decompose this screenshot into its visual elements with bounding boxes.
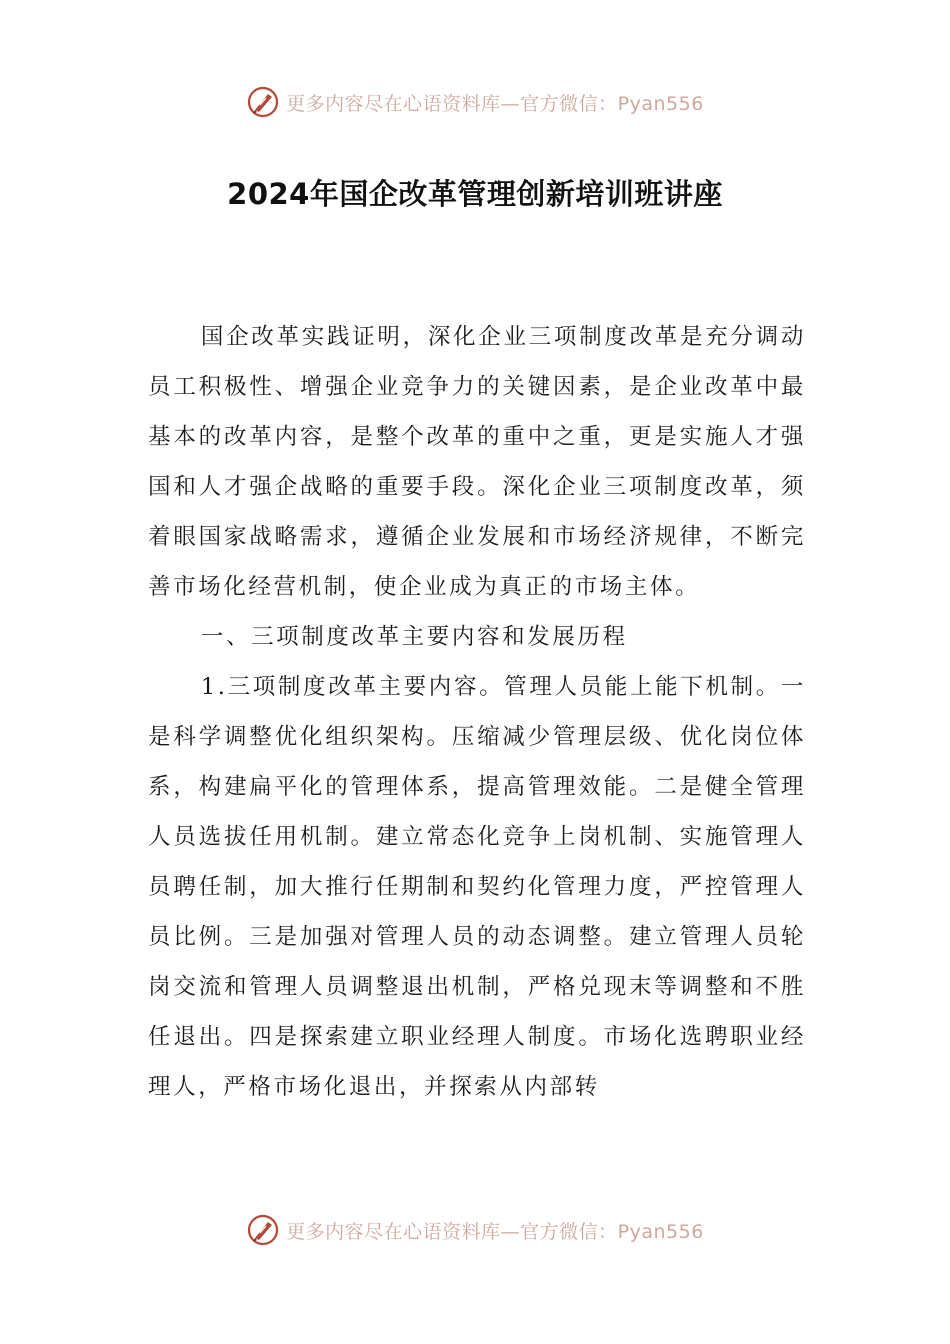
footer-banner — [0, 1210, 950, 1250]
paragraph-main-content: 1.三项制度改革主要内容。管理人员能上能下机制。一是科学调整优化组织架构。压缩减少管理层级、优化岗位体系，构建扁平化的管理体系，提高管理效能。二是健全管理人员选拔任用机制。建立常态化竞争上岗机制、实施管理人员聘任制，加大推行任期制和契约化管理力度，严控管理人员比例。三是加强对管理人员的动态调整。建立管理人员轮岗交流和管理人员调整退出机制，严格兑现末等调整和不胜任退出。四是探索建立职业经理人制度。市场化选聘职业经理人，严格市场化退出，并探索从内部转 — [148, 674, 806, 1100]
section-heading: 一、三项制度改革主要内容和发展历程 — [200, 624, 628, 650]
wechat-id: Pyan556 — [617, 92, 704, 115]
quill-pen-logo-icon — [246, 1213, 280, 1247]
quill-pen-logo-icon — [246, 85, 280, 119]
banner-text: 更多内容尽在心语资料库—官方微信：Pyan556 — [286, 1220, 704, 1243]
document-title: 2024年国企改革管理创新培训班讲座 — [227, 177, 723, 211]
wechat-id: Pyan556 — [617, 1220, 704, 1243]
document-body — [148, 312, 806, 1112]
banner-text: 更多内容尽在心语资料库—官方微信：Pyan556 — [286, 92, 704, 115]
header-banner — [0, 82, 950, 122]
paragraph-intro: 国企改革实践证明，深化企业三项制度改革是充分调动员工积极性、增强企业竞争力的关键因素，是企业改革中最基本的改革内容，是整个改革的重中之重，更是实施人才强国和人才强企战略的重要手段。深化企业三项制度改革，须着眼国家战略需求，遵循企业发展和市场经济规律，不断完善市场化经营机制，使企业成为真正的市场主体。 — [148, 324, 806, 600]
